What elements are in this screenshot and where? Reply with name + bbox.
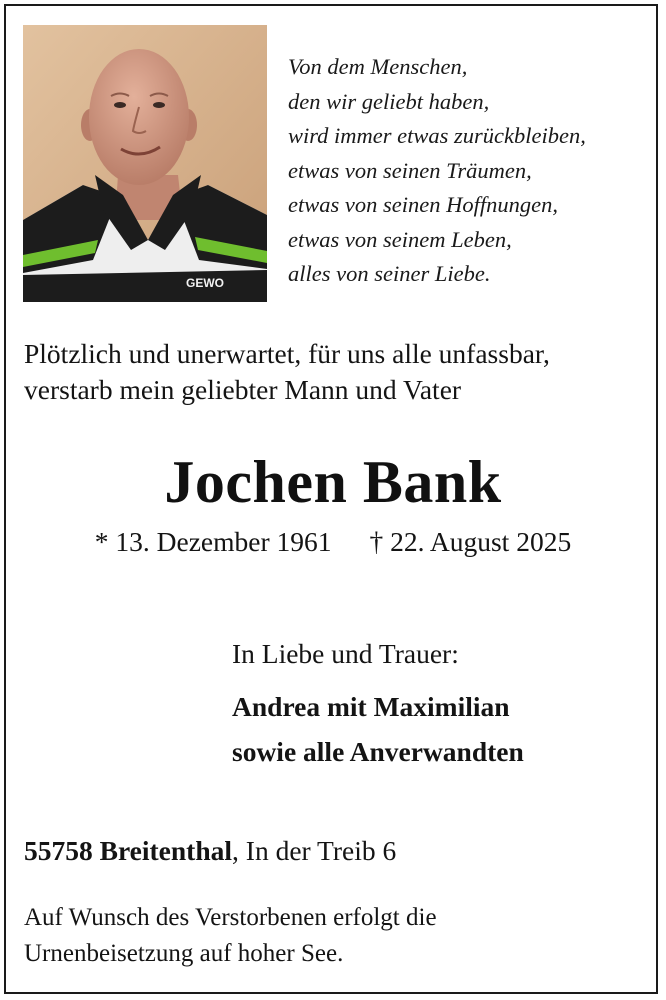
- poem-line: etwas von seinem Leben,: [288, 226, 512, 252]
- deceased-name: Jochen Bank: [164, 449, 502, 515]
- poem-line: etwas von seinen Hoffnungen,: [288, 192, 558, 217]
- burial-notice: [24, 900, 644, 972]
- address-city: 55758 Breitenthal: [24, 835, 233, 866]
- poem-line: Von dem Menschen,: [288, 54, 468, 79]
- mourners-names: [232, 684, 652, 774]
- mourning-label: In Liebe und Trauer:: [232, 638, 459, 669]
- poem-line: alles von seiner Liebe.: [288, 261, 491, 286]
- mourners-block: [232, 634, 652, 774]
- announcement-line: verstarb mein geliebter Mann und Vater: [24, 374, 462, 405]
- mourner-line: Andrea mit Maximilian: [232, 691, 510, 722]
- burial-notice-line: Auf Wunsch des Verstorbenen erfolgt die: [24, 904, 437, 931]
- poem-line: wird immer etwas zurückbleiben,: [288, 123, 586, 148]
- announcement-line: Plötzlich und unerwartet, für uns alle unfassbar,: [24, 338, 550, 369]
- portrait-photo: [23, 25, 267, 302]
- life-dates: [0, 522, 666, 562]
- death-date: † 22. August 2025: [369, 526, 572, 557]
- announcement-text: [24, 336, 654, 408]
- address-street: , In der Treib 6: [232, 835, 397, 866]
- mourner-line: sowie alle Anverwandten: [232, 736, 524, 767]
- poem-line: den wir geliebt haben,: [288, 88, 490, 114]
- memorial-poem: [288, 50, 638, 292]
- poem-line: etwas von seinen Träumen,: [288, 157, 532, 183]
- family-address: [24, 831, 396, 871]
- burial-notice-line: Urnenbeisetzung auf hoher See.: [24, 940, 344, 967]
- birth-date: * 13. Dezember 1961: [94, 526, 332, 557]
- shirt-logo: GEWO: [186, 276, 224, 290]
